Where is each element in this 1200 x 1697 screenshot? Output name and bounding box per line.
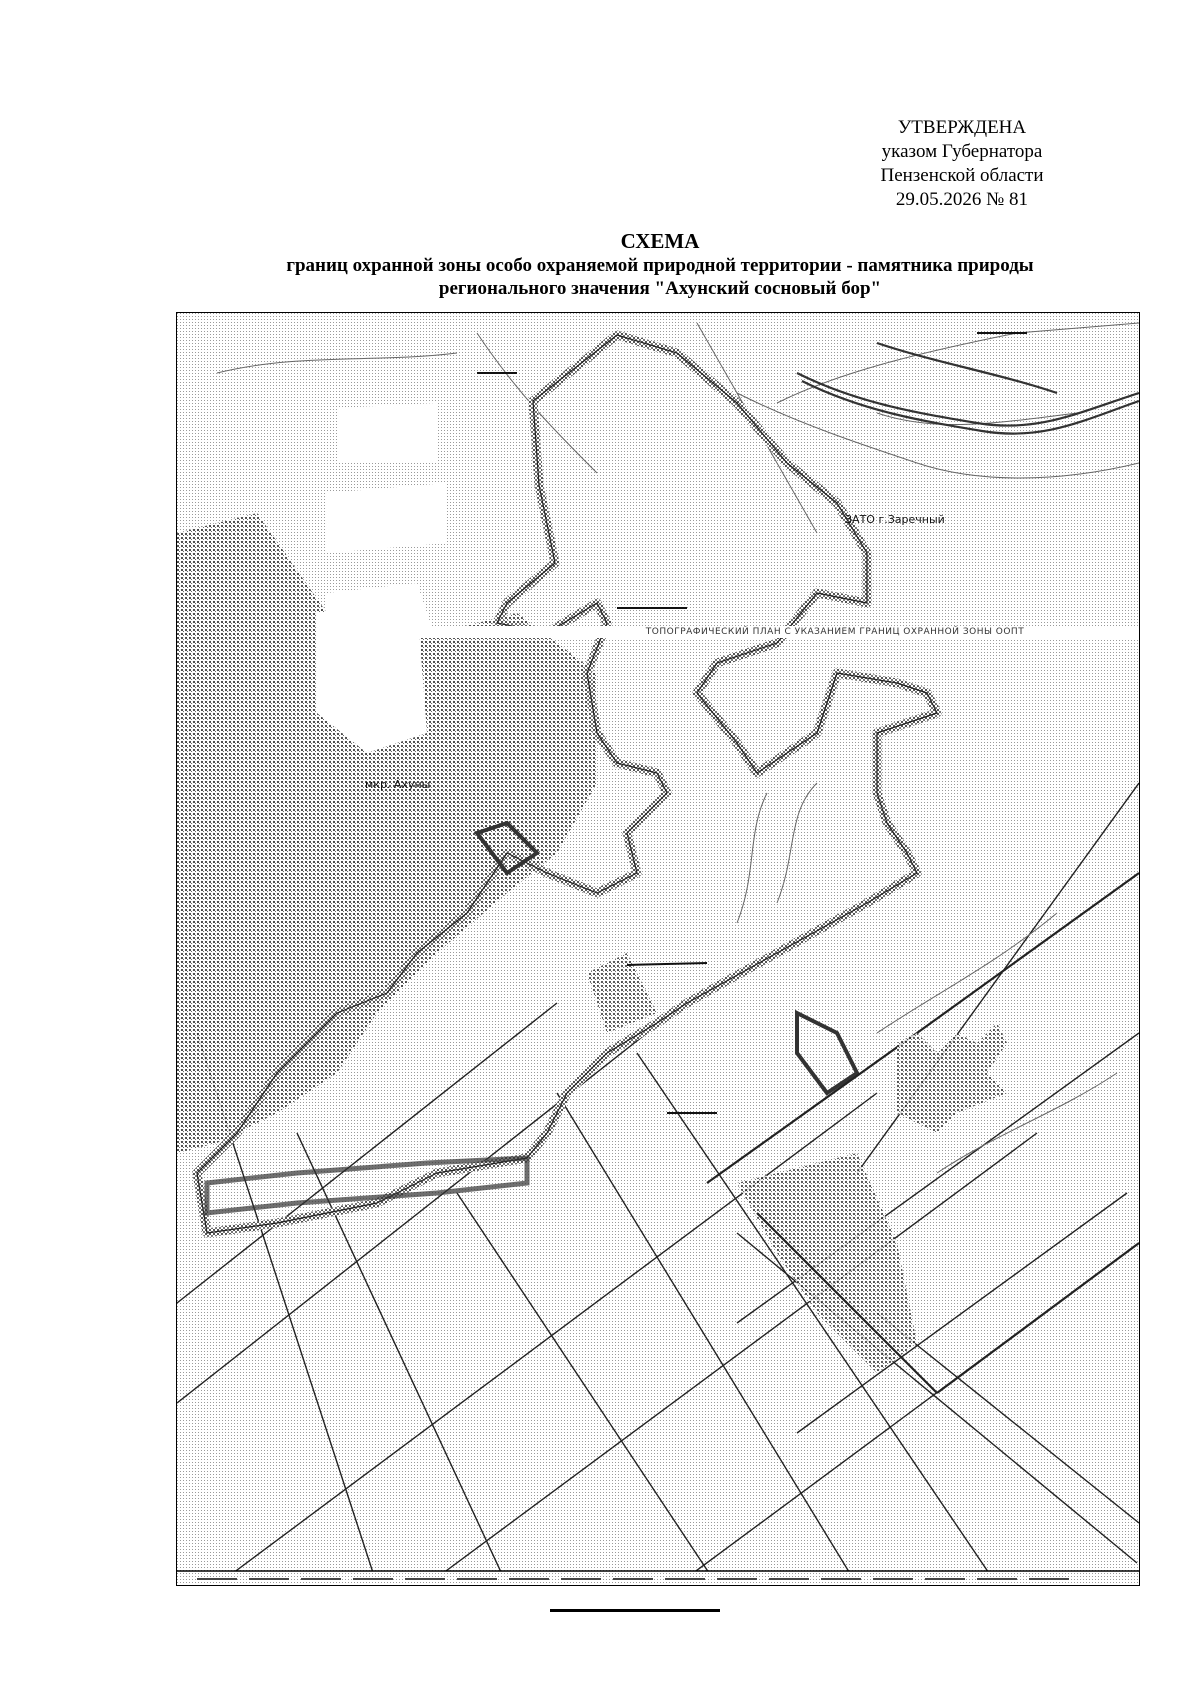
label-akhuny: мкр. Ахуны <box>365 778 431 791</box>
document-subtitle-line-2: регионального значения "Ахунский сосновый бор" <box>438 278 882 299</box>
map-frame <box>176 312 1140 1586</box>
label-zato: ЗАТО г.Заречный <box>845 513 945 526</box>
footer-divider <box>550 1609 720 1612</box>
map-header-label: ТОПОГРАФИЧЕСКИЙ ПЛАН С УКАЗАНИЕМ ГРАНИЦ ОХРАННОЙ ЗОНЫ ООПТ <box>353 626 1140 638</box>
document-title-block <box>170 228 1150 300</box>
bottom-scale-strip <box>177 1571 1139 1585</box>
approval-authority: указом Губернатора <box>881 141 1043 162</box>
approval-title: УТВЕРЖДЕНА <box>897 117 1027 138</box>
approval-block <box>812 116 1112 212</box>
document-subtitle-line-1: границ охранной зоны особо охраняемой природной территории - памятника природы <box>286 255 1034 276</box>
document-title: СХЕМА <box>620 229 700 253</box>
approval-region: Пензенской области <box>880 165 1044 186</box>
topographic-map <box>177 313 1139 1585</box>
approval-date-number: 29.05.2026 № 81 <box>895 189 1029 210</box>
